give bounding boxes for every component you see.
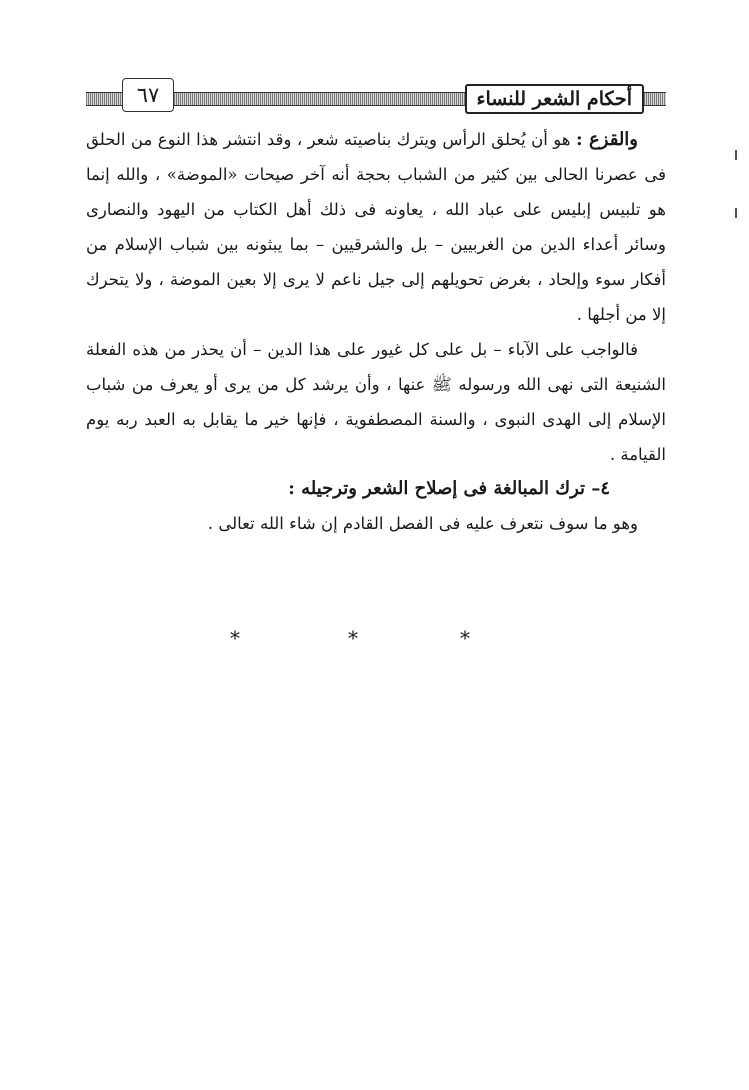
term-qaza: والقزع : [575,129,638,150]
scan-mark [735,150,737,160]
section-divider [230,626,500,656]
running-header [86,82,666,116]
scan-mark [735,208,737,218]
paragraph-qaza-text: هو أن يُحلق الرأس ويترك بناصيته شعر ، وقد انتشر هذا النوع من الحلق فى عصرنا الحالى بين كثير من الشباب بحجة أنه آخر صيحات «الموضة» ، والله إنما هو تلبيس إبليس على عباد الله ، يعاونه فى ذلك أهل الكتاب من اليهود والنصارى وسائر أعداء الدين من الغربيين – بل والشرقيين – بما يبثونه بين شباب الإسلام من أفكار سوء وإلحاد ، بغرض تحويلهم إلى جيل ناعم لا يرى إلا بعين الموضة ، ولا يتحرك إلا من أجلها . [86,130,666,324]
divider-star-right: * [460,626,470,650]
paragraph-duty: فالواجب على الآباء – بل على كل غيور على هذا الدين – أن يحذر من هذه الفعلة الشنيعة التى نهى الله ورسوله ﷺ عنها ، وأن يرشد كل من يرى أو يعرف من شباب الإسلام إلى الهدى النبوى ، والسنة المصطفوية ، فإنها خير ما يقابل به العبد ربه يوم القيامة . [86,340,666,464]
book-title: أحكام الشعر للنساء [465,84,644,114]
page-number: ٦٧ [122,78,174,112]
section-heading: ٤– ترك المبالغة فى إصلاح الشعر وترجيله : [288,478,610,499]
paragraph-qaza [86,122,666,332]
page-body [86,122,666,541]
paragraph-next-chapter: وهو ما سوف نتعرف عليه فى الفصل القادم إن شاء الله تعالى . [207,514,638,533]
divider-star-left: * [230,626,240,650]
divider-star-center: * [348,626,358,650]
